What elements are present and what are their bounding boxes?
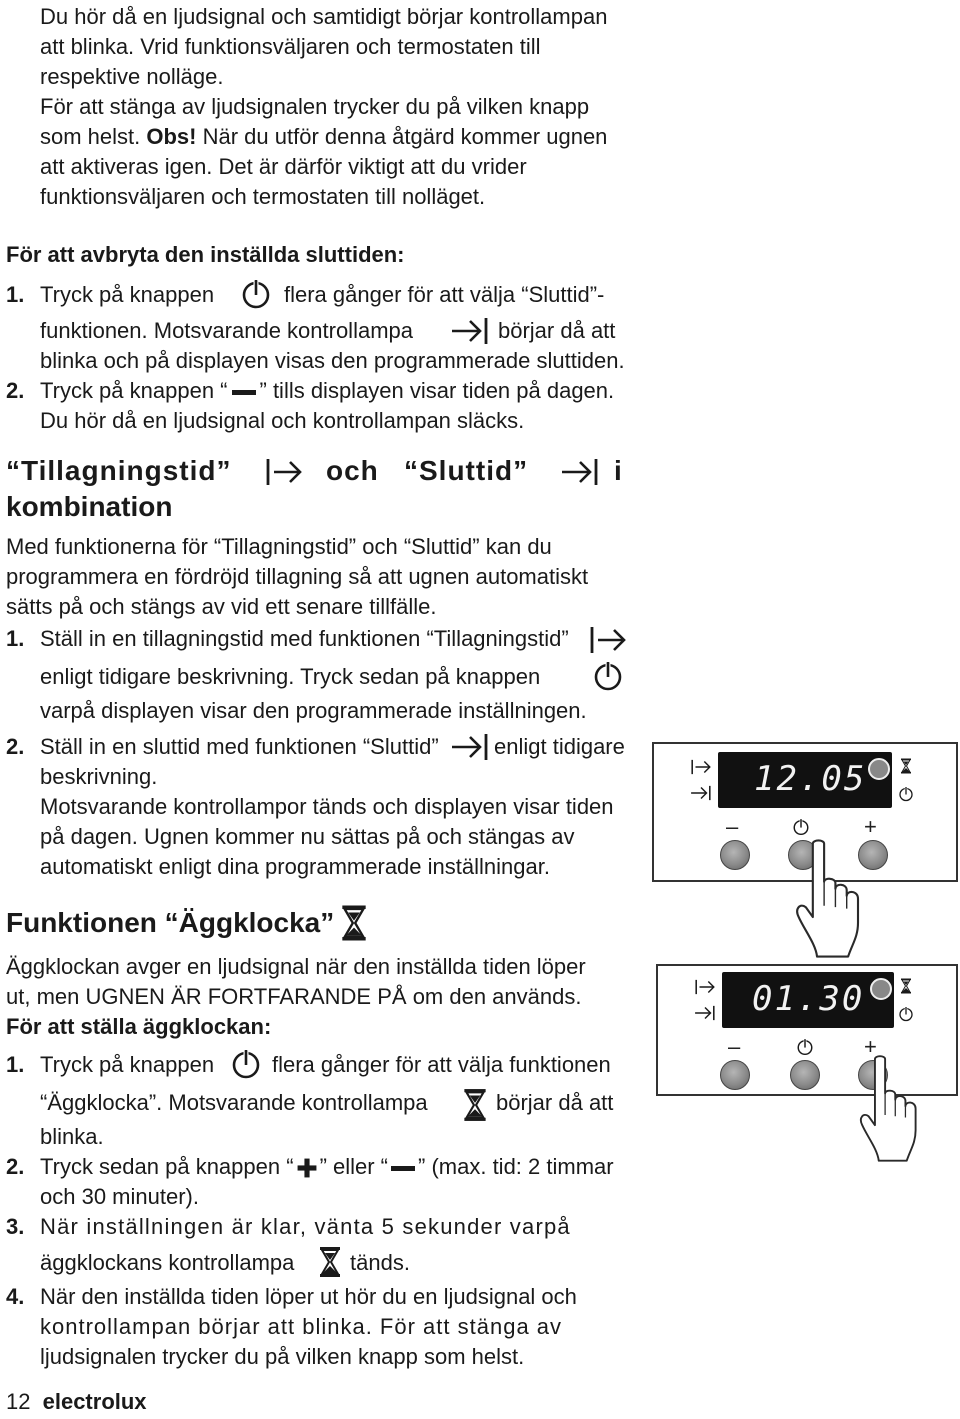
clock-icon: [898, 1006, 914, 1022]
intro-text: som helst.: [40, 124, 147, 149]
indicator-light: [868, 758, 890, 780]
minus-icon: [230, 386, 258, 398]
display-screen: [718, 752, 892, 808]
intro-paragraph: [40, 2, 607, 212]
paragraph-line: [6, 982, 586, 1012]
end-time-icon: [450, 731, 490, 763]
intro-line: respektive nolläge.: [40, 64, 224, 89]
step-text: enligt tidigare beskrivning. Tryck sedan på knappen: [40, 664, 541, 689]
intro-line: att blinka. Vrid funktionsväljaren och termostaten till: [40, 34, 541, 59]
intro-line: att aktiveras igen. Det är därför viktigt att du vrider: [40, 154, 527, 179]
paragraph-text: ut, men: [6, 984, 86, 1009]
hourglass-icon: [340, 904, 368, 942]
step-text: och 30 minuter).: [40, 1184, 199, 1209]
clock-icon: [898, 786, 914, 802]
page-footer: [6, 1388, 147, 1416]
step-number: 1.: [6, 626, 25, 651]
cancel-heading: För att avbryta den inställda sluttiden:: [6, 242, 405, 267]
step-text: beskrivning.: [40, 764, 158, 789]
step-text: Ställ in en tillagningstid med funktionen “Tillagningstid”: [40, 626, 569, 651]
page-number: 12: [6, 1389, 31, 1414]
step-text: Tryck på knappen: [40, 1052, 215, 1077]
intro-line: funktionsväljaren och termostaten till nolläget.: [40, 184, 486, 209]
step-text: Motsvarande kontrollampor tänds och displayen visar tiden: [40, 794, 614, 819]
step-number: 3.: [6, 1214, 25, 1239]
minus-label: –: [726, 814, 739, 839]
paragraph-line: sätts på och stängs av vid ett senare tillfälle.: [6, 594, 437, 619]
step-number: 2.: [6, 1154, 25, 1179]
step-text-b: ” tills displayen visar tiden på dagen.: [259, 378, 615, 403]
intro-line: För att stänga av ljudsignalen trycker du på vilken knapp: [40, 94, 590, 119]
step-text: blinka och på displayen visas den programmerade sluttiden.: [40, 348, 625, 373]
plus-label: +: [864, 1034, 877, 1059]
egg-paragraph: [6, 952, 586, 1042]
step-text-a: Tryck på knappen “: [40, 378, 228, 403]
step-text-a: Tryck sedan på knappen “: [40, 1154, 294, 1179]
end-time-icon: [560, 456, 600, 488]
intro-line: [40, 122, 607, 152]
paragraph-text: om den används.: [406, 984, 582, 1009]
step-number: 2.: [6, 378, 25, 403]
step-text: [40, 1152, 614, 1182]
step-text-b: ” eller “: [319, 1154, 389, 1179]
paragraph-line: Äggklockan avger en ljudsignal när den inställda tiden löper: [6, 954, 586, 979]
intro-line: Du hör då en ljudsignal och samtidigt börjar kontrollampan: [40, 4, 608, 29]
step-text: automatiskt enligt dina programmerade inställningar.: [40, 854, 550, 879]
plus-icon: [295, 1156, 319, 1180]
cook-time-icon: [690, 758, 718, 782]
step-text: börjar då att: [496, 1090, 614, 1115]
step-number: 4.: [6, 1284, 25, 1309]
hourglass-icon: [900, 758, 914, 776]
brand-logo-text: electrolux: [42, 1389, 147, 1414]
step-text: börjar då att: [498, 318, 616, 343]
step-text: kontrollampan börjar att blinka. För att stänga av: [40, 1314, 563, 1339]
egg-subheading: För att ställa äggklockan:: [6, 1014, 272, 1039]
obs-label: Obs!: [146, 124, 197, 149]
heading-part: i: [614, 455, 622, 486]
display-digits: 12.05: [754, 759, 867, 799]
heading-part: och: [326, 455, 379, 486]
step-number: 1.: [6, 1052, 25, 1077]
step-text: flera gånger för att välja “Sluttid”-: [284, 282, 605, 307]
hourglass-icon: [462, 1088, 488, 1122]
cook-time-icon: [588, 624, 628, 656]
minus-icon: [389, 1162, 417, 1174]
end-time-icon: [690, 784, 718, 808]
step-text: Tryck på knappen: [40, 282, 215, 307]
pointing-hand-illustration: [852, 1054, 936, 1162]
paragraph-line: Med funktionerna för “Tillagningstid” och “Sluttid” kan du: [6, 534, 552, 559]
clock-icon: [796, 1038, 814, 1056]
end-time-icon: [450, 315, 490, 347]
minus-label: –: [728, 1034, 741, 1059]
paragraph-line: programmera en fördröjd tillagning så att ugnen automatiskt: [6, 564, 589, 589]
step-text: Du hör då en ljudsignal och kontrollampan släcks.: [40, 408, 525, 433]
clock-icon: [792, 818, 810, 836]
step-text: varpå displayen visar den programmerade inställningen.: [40, 698, 587, 723]
cook-time-icon: [694, 978, 722, 1002]
step-text-c: ” (max. tid: 2 timmar: [418, 1154, 614, 1179]
step-text: tänds.: [350, 1250, 410, 1275]
clock-icon: [240, 278, 272, 310]
step-number: 1.: [6, 282, 25, 307]
hourglass-icon: [900, 978, 914, 996]
step-number: 2.: [6, 734, 25, 759]
step-text: ljudsignalen trycker du på vilken knapp som helst.: [40, 1344, 525, 1369]
intro-text: När du utför denna åtgärd kommer ugnen: [196, 124, 608, 149]
heading-part: “Sluttid”: [404, 455, 529, 486]
clock-button[interactable]: [790, 1060, 820, 1090]
step-text: på dagen. Ugnen kommer nu sättas på och stängas av: [40, 824, 575, 849]
display-digits: 01.30: [752, 979, 865, 1019]
clock-icon: [592, 660, 624, 692]
plus-label: +: [864, 814, 877, 839]
cook-time-icon: [264, 456, 304, 488]
warning-text: UGNEN ÄR FORTFARANDE PÅ: [85, 984, 407, 1009]
heading-part: “Tillagningstid”: [6, 455, 232, 486]
clock-icon: [230, 1048, 262, 1080]
minus-button[interactable]: [720, 1060, 750, 1090]
display-screen: [722, 972, 894, 1028]
step-text: När inställningen är klar, vänta 5 sekunder varpå: [40, 1214, 571, 1239]
step-text: flera gånger för att välja funktionen: [272, 1052, 611, 1077]
pointing-hand-illustration: [784, 838, 884, 958]
step-text: [40, 376, 614, 406]
step-text: blinka.: [40, 1124, 104, 1149]
step-text: Ställ in en sluttid med funktionen “Sluttid”: [40, 734, 439, 759]
hourglass-icon: [318, 1246, 342, 1278]
heading-part: kombination: [6, 491, 173, 522]
combo-paragraph: [6, 532, 588, 622]
step-text: äggklockans kontrollampa: [40, 1250, 295, 1275]
step-text: funktionen. Motsvarande kontrollampa: [40, 318, 413, 343]
step-text: När den inställda tiden löper ut hör du en ljudsignal och: [40, 1284, 577, 1309]
step-text-block: [40, 762, 614, 882]
step-text-block: [40, 1282, 577, 1372]
step-text: “Äggklocka”. Motsvarande kontrollampa: [40, 1090, 428, 1115]
step-text: enligt tidigare: [494, 734, 625, 759]
minus-button[interactable]: [720, 840, 750, 870]
end-time-icon: [694, 1004, 722, 1028]
egg-heading-text: Funktionen “Äggklocka”: [6, 907, 335, 938]
indicator-light: [870, 978, 892, 1000]
